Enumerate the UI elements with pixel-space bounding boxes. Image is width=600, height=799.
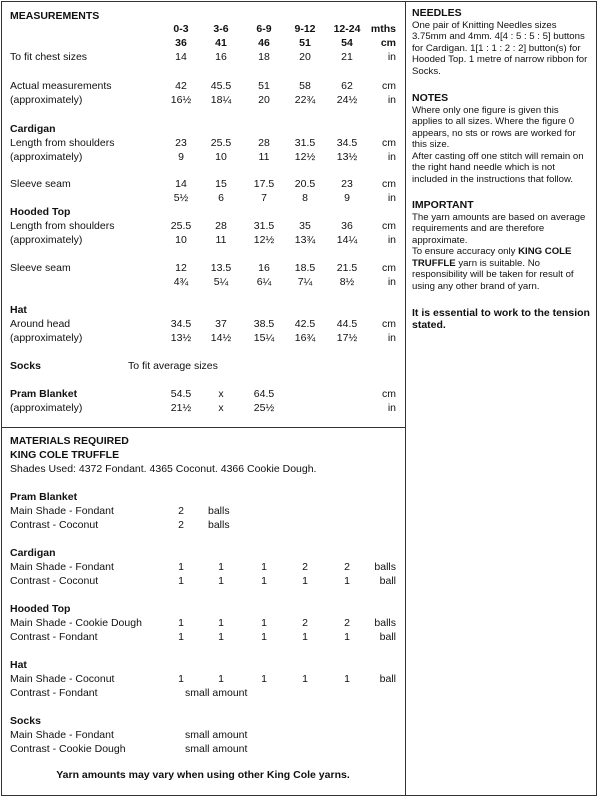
material-unit: balls bbox=[208, 505, 230, 517]
important-text-1: The yarn amounts are based on average requirements and are therefore approximate. bbox=[412, 211, 586, 246]
measurement-value: 20 bbox=[299, 51, 311, 63]
material-qty: 1 bbox=[261, 617, 267, 629]
material-label: Main Shade - Fondant bbox=[10, 505, 114, 517]
measurement-value: 14½ bbox=[210, 332, 232, 344]
row-unit: cm bbox=[382, 262, 396, 274]
measurement-value: 34.5 bbox=[336, 137, 358, 149]
material-qty: 2 bbox=[302, 617, 308, 629]
row-label: Around head bbox=[10, 318, 71, 330]
footer-note: Yarn amounts may vary when using other King Cole yarns. bbox=[56, 769, 350, 781]
material-qty: 1 bbox=[178, 673, 184, 685]
material-label: Contrast - Coconut bbox=[10, 575, 99, 587]
material-label: Contrast - Fondant bbox=[10, 687, 98, 699]
material-qty: 1 bbox=[344, 631, 350, 643]
measurement-value: 28 bbox=[215, 220, 227, 232]
section-heading: Cardigan bbox=[10, 123, 56, 135]
measurement-value: 14 bbox=[175, 51, 187, 63]
row-unit: in bbox=[387, 332, 396, 344]
size-header: 9-12 bbox=[294, 23, 316, 35]
measurement-value: 15¼ bbox=[253, 332, 275, 344]
measurement-value: 45.5 bbox=[210, 80, 232, 92]
material-qty: 1 bbox=[261, 631, 267, 643]
measurement-value: 17.5 bbox=[253, 178, 275, 190]
row-label: To fit chest sizes bbox=[10, 51, 88, 63]
row-label: Sleeve seam bbox=[10, 178, 71, 190]
measurement-value: 20 bbox=[258, 94, 270, 106]
material-qty: 1 bbox=[344, 575, 350, 587]
measurement-value: 13½ bbox=[170, 332, 192, 344]
measurement-value: 13½ bbox=[336, 151, 358, 163]
measurement-value: 62 bbox=[341, 80, 353, 92]
material-label: Contrast - Fondant bbox=[10, 631, 98, 643]
measurement-value: 42 bbox=[175, 80, 187, 92]
measurement-value: 38.5 bbox=[253, 318, 275, 330]
chest-code: 41 bbox=[215, 37, 227, 49]
measurement-value: 31.5 bbox=[253, 220, 275, 232]
row-unit: in bbox=[387, 402, 396, 414]
measurement-value: 10 bbox=[175, 234, 187, 246]
notes-text-2: After casting off one stitch will remain on the right hand needle which is not included in the instructions that follow. bbox=[412, 150, 584, 185]
measurement-value: 11 bbox=[258, 151, 270, 163]
measurement-value: 8 bbox=[302, 192, 308, 204]
chest-code: 46 bbox=[258, 37, 270, 49]
material-qty: 1 bbox=[178, 575, 184, 587]
pram-value: 25½ bbox=[253, 402, 275, 414]
measurement-value: 9 bbox=[344, 192, 350, 204]
measurement-value: 7 bbox=[261, 192, 267, 204]
measurement-value: 18 bbox=[258, 51, 270, 63]
pram-value: x bbox=[218, 388, 224, 400]
measurements-title: MEASUREMENTS bbox=[10, 10, 100, 22]
measurement-value: 24½ bbox=[336, 94, 358, 106]
socks-heading: Socks bbox=[10, 360, 41, 372]
measurement-value: 16 bbox=[215, 51, 227, 63]
important-text-2-pre: To ensure accuracy only bbox=[412, 246, 519, 257]
material-label: Main Shade - Cookie Dough bbox=[10, 617, 142, 629]
needles-section bbox=[412, 8, 590, 77]
measurement-value: 6 bbox=[218, 192, 224, 204]
material-qty: 1 bbox=[178, 617, 184, 629]
measurement-value: 16 bbox=[258, 262, 270, 274]
material-qty: 2 bbox=[302, 561, 308, 573]
needles-title: NEEDLES bbox=[412, 7, 462, 19]
row-unit: cm bbox=[382, 318, 396, 330]
material-qty: 1 bbox=[218, 617, 224, 629]
material-unit: balls bbox=[208, 519, 230, 531]
material-label: Contrast - Cookie Dough bbox=[10, 743, 126, 755]
measurement-value: 8½ bbox=[339, 276, 355, 288]
measurement-value: 21.5 bbox=[336, 262, 358, 274]
needles-text: One pair of Knitting Needles sizes 3.75mm and 4mm. 4[4 : 5 : 5 : 5] buttons for Cardigan. 1[1 : 1 : 2 : 2] button(s) for Hooded Top. 1 metre of narrow ribbon for Socks. bbox=[412, 19, 588, 77]
measurement-value: 9 bbox=[178, 151, 184, 163]
section-heading: Pram Blanket bbox=[10, 491, 78, 503]
row-label: (approximately) bbox=[10, 94, 83, 106]
size-header: 3-6 bbox=[213, 23, 229, 35]
measurement-value: 34.5 bbox=[170, 318, 192, 330]
row-label: Sleeve seam bbox=[10, 262, 71, 274]
material-note: small amount bbox=[185, 743, 248, 755]
important-text-2 bbox=[412, 246, 590, 292]
material-qty: 1 bbox=[218, 561, 224, 573]
material-note: small amount bbox=[185, 687, 248, 699]
material-label: Contrast - Coconut bbox=[10, 519, 99, 531]
pram-value: x bbox=[218, 402, 224, 414]
row-label: (approximately) bbox=[10, 402, 83, 414]
material-qty: 1 bbox=[344, 673, 350, 685]
important-title: IMPORTANT bbox=[412, 199, 474, 211]
chest-code: 36 bbox=[175, 37, 187, 49]
measurement-value: 12½ bbox=[253, 234, 275, 246]
row-unit: in bbox=[387, 51, 396, 63]
measurement-value: 20.5 bbox=[294, 178, 316, 190]
material-unit: ball bbox=[379, 575, 396, 587]
row-unit: in bbox=[387, 151, 396, 163]
measurement-value: 16½ bbox=[170, 94, 192, 106]
measurement-value: 51 bbox=[258, 80, 270, 92]
material-qty: 1 bbox=[302, 631, 308, 643]
chest-code: 54 bbox=[341, 37, 353, 49]
measurement-value: 4¾ bbox=[173, 276, 189, 288]
section-heading: Hooded Top bbox=[10, 206, 71, 218]
measurement-value: 31.5 bbox=[294, 137, 316, 149]
material-qty: 2 bbox=[344, 617, 350, 629]
measurement-value: 13¾ bbox=[294, 234, 316, 246]
material-note: small amount bbox=[185, 729, 248, 741]
material-qty: 1 bbox=[302, 673, 308, 685]
material-qty: 1 bbox=[218, 575, 224, 587]
yarn-name: KING COLE TRUFFLE bbox=[10, 449, 120, 461]
notes-title: NOTES bbox=[412, 92, 449, 104]
material-label: Main Shade - Fondant bbox=[10, 729, 114, 741]
section-heading: Cardigan bbox=[10, 547, 56, 559]
material-qty: 1 bbox=[261, 561, 267, 573]
row-unit: in bbox=[387, 276, 396, 288]
measurement-value: 25.5 bbox=[210, 137, 232, 149]
row-unit: cm bbox=[382, 388, 396, 400]
chest-code: 51 bbox=[299, 37, 311, 49]
shades-used: Shades Used: 4372 Fondant. 4365 Coconut. 4366 Cookie Dough. bbox=[10, 463, 317, 475]
measurement-value: 58 bbox=[299, 80, 311, 92]
row-label: (approximately) bbox=[10, 332, 83, 344]
pram-value: 21½ bbox=[170, 402, 192, 414]
pram-value: 54.5 bbox=[170, 388, 192, 400]
material-qty: 2 bbox=[178, 505, 184, 517]
material-unit: ball bbox=[379, 631, 396, 643]
measurement-value: 5¼ bbox=[213, 276, 229, 288]
material-unit: balls bbox=[374, 617, 396, 629]
measurement-value: 44.5 bbox=[336, 318, 358, 330]
measurement-value: 21 bbox=[341, 51, 353, 63]
measurement-value: 10 bbox=[215, 151, 227, 163]
measurement-value: 14¼ bbox=[336, 234, 358, 246]
measurement-value: 23 bbox=[175, 137, 187, 149]
material-label: Main Shade - Coconut bbox=[10, 673, 115, 685]
measurement-value: 15 bbox=[215, 178, 227, 190]
material-unit: balls bbox=[374, 561, 396, 573]
pram-heading: Pram Blanket bbox=[10, 388, 78, 400]
section-heading: Socks bbox=[10, 715, 41, 727]
material-qty: 2 bbox=[178, 519, 184, 531]
measurement-value: 12 bbox=[175, 262, 187, 274]
material-qty: 1 bbox=[261, 673, 267, 685]
measurement-value: 12½ bbox=[294, 151, 316, 163]
measurement-value: 23 bbox=[341, 178, 353, 190]
section-divider bbox=[1, 427, 406, 428]
material-qty: 2 bbox=[344, 561, 350, 573]
size-header: 12-24 bbox=[333, 23, 361, 35]
row-unit: cm bbox=[382, 220, 396, 232]
section-heading: Hat bbox=[10, 659, 27, 671]
materials-title: MATERIALS REQUIRED bbox=[10, 435, 129, 447]
row-unit: in bbox=[387, 234, 396, 246]
measurement-value: 16¾ bbox=[294, 332, 316, 344]
row-unit: in bbox=[387, 192, 396, 204]
tension-note: It is essential to work to the tension stated. bbox=[412, 307, 590, 331]
section-heading: Hat bbox=[10, 304, 27, 316]
measurement-value: 17½ bbox=[336, 332, 358, 344]
material-qty: 1 bbox=[302, 575, 308, 587]
measurement-value: 36 bbox=[341, 220, 353, 232]
important-text-2-post: yarn is suitable. No responsibility will be taken for result of using any other brand of yarn. bbox=[412, 257, 574, 292]
measurement-value: 37 bbox=[215, 318, 227, 330]
measurement-value: 6¼ bbox=[256, 276, 272, 288]
row-label: (approximately) bbox=[10, 234, 83, 246]
measurement-value: 42.5 bbox=[294, 318, 316, 330]
material-qty: 1 bbox=[178, 631, 184, 643]
row-unit: in bbox=[387, 94, 396, 106]
measurement-value: 18.5 bbox=[294, 262, 316, 274]
material-qty: 1 bbox=[218, 673, 224, 685]
chest-code-unit: cm bbox=[380, 37, 396, 49]
size-unit: mths bbox=[370, 23, 396, 35]
material-qty: 1 bbox=[261, 575, 267, 587]
material-qty: 1 bbox=[218, 631, 224, 643]
measurement-value: 13.5 bbox=[210, 262, 232, 274]
column-divider bbox=[405, 1, 406, 796]
row-label: (approximately) bbox=[10, 151, 83, 163]
measurement-value: 5½ bbox=[173, 192, 189, 204]
measurement-value: 22¾ bbox=[294, 94, 316, 106]
row-label: Length from shoulders bbox=[10, 137, 115, 149]
notes-text-1: Where only one figure is given this applies to all sizes. Where the figure 0 appears, no sts or rows are worked for this size. bbox=[412, 104, 576, 150]
pram-value: 64.5 bbox=[253, 388, 275, 400]
measurement-value: 11 bbox=[215, 234, 227, 246]
yarn-brand: KING COLE TRUFFLE bbox=[412, 246, 572, 269]
measurement-value: 28 bbox=[258, 137, 270, 149]
row-unit: cm bbox=[382, 178, 396, 190]
row-unit: cm bbox=[382, 137, 396, 149]
material-qty: 1 bbox=[178, 561, 184, 573]
row-unit: cm bbox=[382, 80, 396, 92]
socks-note: To fit average sizes bbox=[128, 360, 218, 372]
material-unit: ball bbox=[379, 673, 396, 685]
row-label: Actual measurements bbox=[10, 80, 112, 92]
measurement-value: 14 bbox=[175, 178, 187, 190]
measurement-value: 7¼ bbox=[297, 276, 313, 288]
measurement-value: 18¼ bbox=[210, 94, 232, 106]
notes-section bbox=[412, 93, 590, 185]
size-header: 0-3 bbox=[173, 23, 189, 35]
tension-section bbox=[412, 308, 590, 331]
section-heading: Hooded Top bbox=[10, 603, 71, 615]
important-section bbox=[412, 200, 590, 292]
measurement-value: 35 bbox=[299, 220, 311, 232]
material-label: Main Shade - Fondant bbox=[10, 561, 114, 573]
size-header: 6-9 bbox=[256, 23, 272, 35]
row-label: Length from shoulders bbox=[10, 220, 115, 232]
measurement-value: 25.5 bbox=[170, 220, 192, 232]
